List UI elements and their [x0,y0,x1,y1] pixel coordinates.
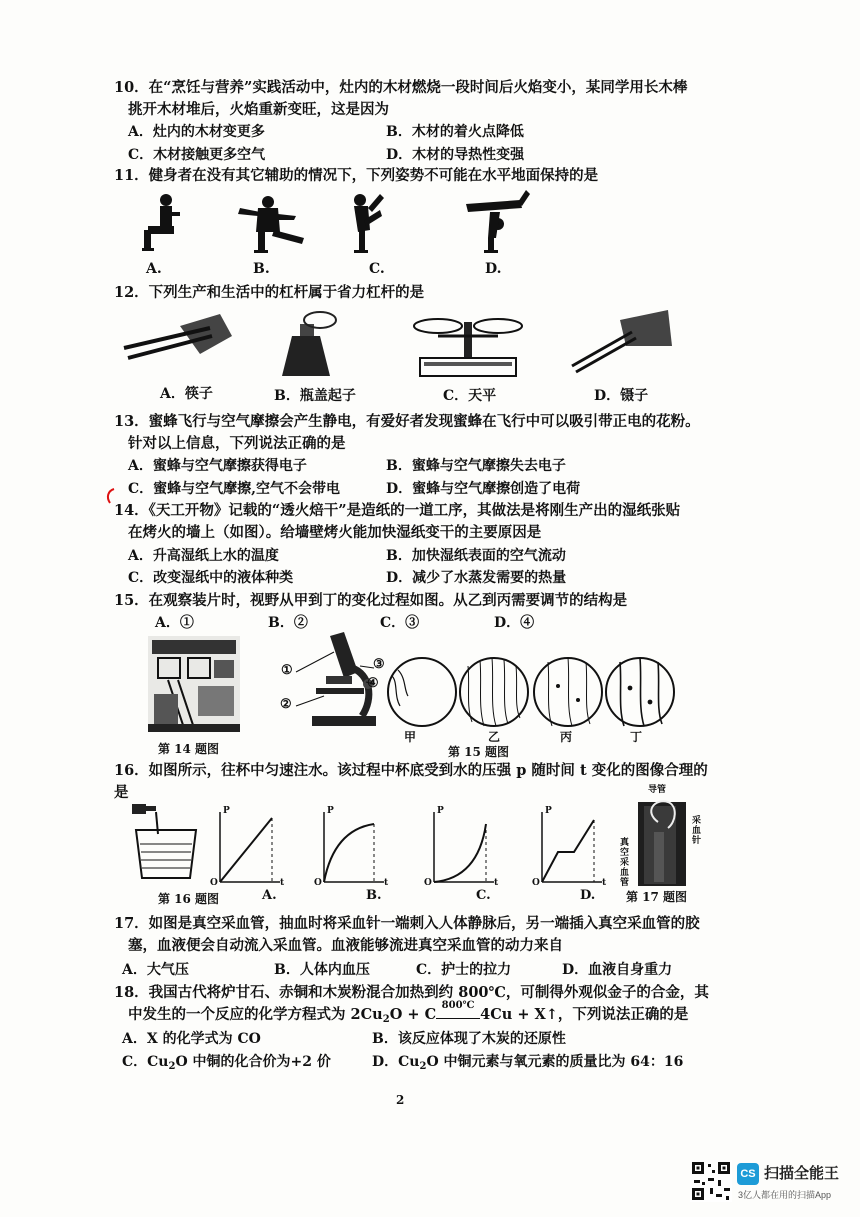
fig15-views-figure [386,656,676,728]
q15-option-b: B．② [268,615,308,631]
q18-optd-post: O 中铜元素与氧元素的质量比为 64：16 [426,1054,684,1070]
q10-option-d: D．木材的导热性变强 [386,147,525,163]
q11-label-b: B. [253,261,270,277]
graph-d-axis-t: t [602,878,607,888]
q18-line2-sub: 2 [382,1014,390,1025]
q18-stem-line1: 18．我国古代将炉甘石、赤铜和木炭粉混合加热到约 800℃，可制得外观似金子的合金，其 [114,984,709,1001]
q10-option-c: C．木材接触更多空气 [128,147,266,163]
q18-line2-pre: 中发生的一个反应的化学方程式为 2Cu [128,1006,383,1023]
scanner-subtitle: 3亿人都在用的扫描App [738,1190,832,1200]
fig17-blood-tube-figure [634,792,690,888]
q18-condition-bar [436,1018,480,1019]
fig17-label-needle: 采血针 [692,816,702,846]
q13-option-b: B．蜜蜂与空气摩擦失去电子 [386,458,566,474]
q12-label-c: C．天平 [443,388,497,404]
graph-b-origin: O [314,878,322,888]
fig17-label-tube: 导管 [648,785,667,795]
q18-line2-mid: O + C [389,1006,437,1023]
graph-b-axis-t: t [384,878,389,888]
fig17-caption: 第 17 题图 [626,890,688,904]
graph-label-d: D. [580,888,596,903]
q14-option-c: C．改变湿纸中的液体种类 [128,570,294,586]
view-label-bing: 丙 [560,730,573,744]
view-jia [388,658,456,726]
fig14-caption: 第 14 题图 [158,742,220,756]
question-10 [114,77,754,121]
q15-option-c: C．③ [380,615,420,631]
graph-label-a: A. [262,888,277,903]
view-label-yi: 乙 [488,730,501,744]
q12-label-d: D．镊子 [594,388,649,404]
q17-stem-line1: 17．如图是真空采血管，抽血时将采血针一端刺入人体静脉后，另一端插入真空采血管的胶 [114,915,700,932]
fig14-drying-wall-figure [148,636,240,732]
question-17 [114,913,754,957]
q11-label-a: A. [146,261,162,277]
q10-option-a: A．灶内的木材变更多 [128,124,265,140]
q13-stem-line2: 针对以上信息，下列说法正确的是 [128,435,346,452]
q17-option-c: C．护士的拉力 [416,962,512,978]
graph-a-origin: O [210,878,218,888]
bottle-opener-figure [282,312,336,376]
q18-option-c [122,1051,331,1072]
q18-line2-post: 4Cu + X↑，下列说法正确的是 [480,1006,689,1023]
graph-b-axis-p: P [327,806,334,816]
view-label-ding: 丁 [630,730,643,744]
q18-option-d [372,1051,683,1072]
graph-a-figure [210,808,285,888]
page-number: 2 [396,1093,405,1107]
qr-code-icon [690,1160,732,1202]
q12-label-b: B．瓶盖起子 [274,388,356,404]
q16-stem-line1: 16．如图所示，往杯中匀速注水。该过程中杯底受到水的压强 p 随时间 t 变化的图像合理的 [114,762,708,779]
balance-scale-figure [414,319,522,376]
view-label-jia: 甲 [404,730,417,744]
q12-label-a: A．筷子 [160,386,213,402]
graph-a-axis-t: t [280,878,285,888]
view-yi [460,658,528,726]
posture-d-figure [466,190,530,253]
tweezers-figure [572,310,672,372]
q12-lever-figures [120,306,680,384]
q15-option-d: D．④ [494,615,535,631]
q18-reaction-condition [436,1000,480,1019]
q13-option-a: A．蜜蜂与空气摩擦获得电子 [128,458,307,474]
q17-option-d: D．血液自身重力 [562,962,673,978]
q17-option-a: A．大气压 [122,962,189,978]
microscope-label-1: ① [281,663,293,678]
q14-option-b: B．加快湿纸表面的空气流动 [386,548,566,564]
question-13 [114,411,754,455]
graph-b-figure [314,808,389,888]
q16-stem-line2: 是 [114,784,129,801]
q18-option-a: A．X 的化学式为 CO [122,1031,261,1047]
posture-b-figure [238,196,304,253]
q13-option-d: D．蜜蜂与空气摩擦创造了电荷 [386,481,581,497]
posture-a-figure [142,194,180,251]
question-15 [114,590,754,612]
q10-stem-line2: 挑开木材堆后，火焰重新变旺，这是因为 [128,101,389,118]
q17-stem-line2: 塞，血液便会自动流入采血管。血液能够流进真空采血管的动力来自 [128,937,563,954]
view-bing [534,658,602,726]
posture-c-figure [354,194,384,253]
q18-optd-sub: 2 [419,1061,427,1072]
q11-posture-figures [128,190,548,260]
q11-stem: 11．健身者在没有其它辅助的情况下，下列姿势不可能在水平地面保持的是 [114,167,599,184]
cs-logo: CS [737,1163,759,1185]
microscope-label-4: ④ [367,676,379,691]
q13-stem-line1: 13．蜜蜂飞行与空气摩擦会产生静电，有爱好者发现蜜蜂在飞行中可以吸引带正电的花粉。 [114,413,700,430]
fig17-label-vacuum-tube: 真空采血管 [620,838,630,888]
q18-condition-text: 800℃ [441,1000,475,1011]
q15-option-a: A．① [155,615,194,631]
question-14 [114,500,754,544]
q14-stem-line1: 14．《天工开物》记载的“透火焙干”是造纸的一道工序，其做法是将刚生产出的湿纸张贴 [114,502,681,519]
fig15-caption: 第 15 题图 [448,745,510,759]
question-12 [114,282,754,304]
q18-optc-post: O 中铜的化合价为+2 价 [175,1054,331,1070]
q17-option-b: B．人体内血压 [274,962,370,978]
graph-d-origin: O [532,878,540,888]
q18-optd-pre: D．Cu [372,1054,420,1070]
microscope-label-3: ③ [373,657,385,672]
graph-c-figure [424,808,499,888]
scanner-title: 扫描全能王 [764,1165,840,1182]
q18-optc-pre: C．Cu [122,1054,169,1070]
graph-d-axis-p: P [545,806,552,816]
question-11 [114,165,754,187]
graph-c-axis-t: t [494,878,499,888]
q10-stem-line1: 10．在“烹饪与营养”实践活动中，灶内的木材燃烧一段时间后火焰变小，某同学用长木棒 [114,79,688,96]
q18-stem-line2 [114,1000,754,1031]
view-ding [606,658,674,726]
q13-option-c: C．蜜蜂与空气摩擦,空气不会带电 [128,481,341,497]
q14-option-d: D．减少了水蒸发需要的热量 [386,570,567,586]
q14-option-a: A．升高湿纸上水的温度 [128,548,279,564]
graph-label-c: C. [476,888,491,903]
question-18 [114,982,754,1031]
fig16-cup-figure [126,800,202,880]
graph-c-origin: O [424,878,432,888]
q12-stem: 12．下列生产和生活中的杠杆属于省力杠杆的是 [114,284,425,301]
q18-option-b: B．该反应体现了木炭的还原性 [372,1031,566,1047]
q18-optc-sub: 2 [168,1061,176,1072]
q11-label-d: D. [485,261,502,277]
graph-c-axis-p: P [437,806,444,816]
q11-label-c: C. [369,261,385,277]
graph-label-b: B. [366,888,382,903]
fig16-caption: 第 16 题图 [158,892,220,906]
microscope-label-2: ② [280,697,292,712]
q14-stem-line2: 在烤火的墙上（如图）。给墙壁烤火能加快湿纸变干的主要原因是 [128,524,542,541]
graph-d-figure [532,808,607,888]
q15-stem: 15．在观察装片时，视野从甲到丁的变化过程如图。从乙到丙需要调节的结构是 [114,592,628,609]
q10-option-b: B．木材的着火点降低 [386,124,524,140]
graph-a-axis-p: P [223,806,230,816]
chopsticks-figure [124,314,232,358]
